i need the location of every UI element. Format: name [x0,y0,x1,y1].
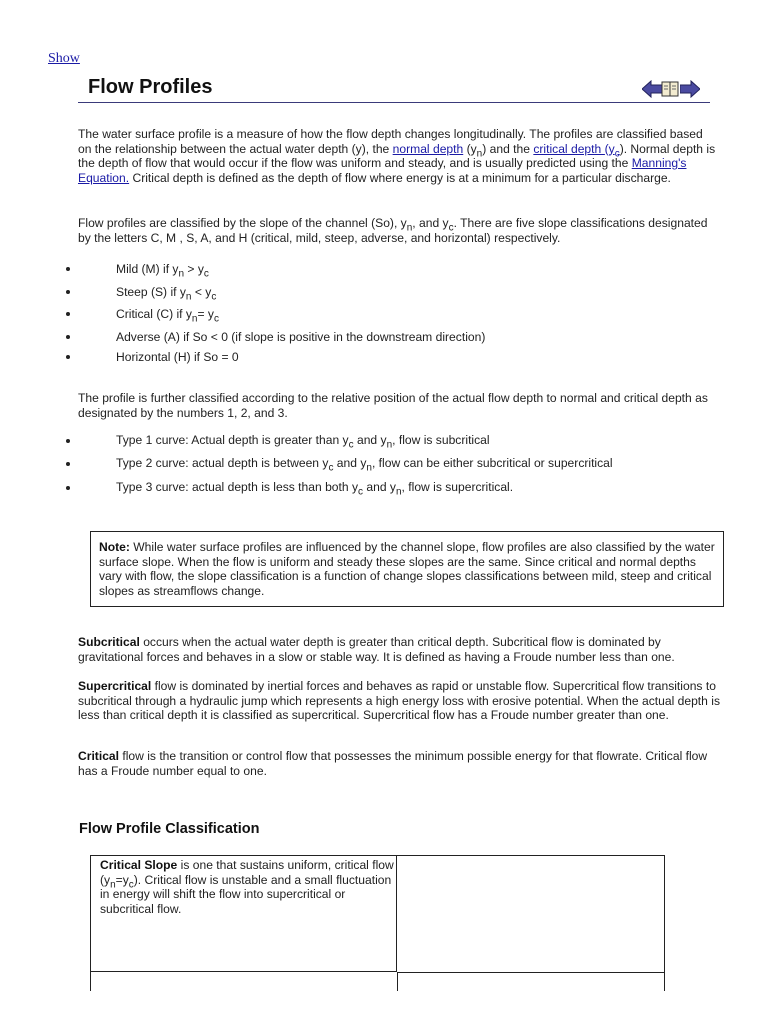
page-title: Flow Profiles [88,76,213,98]
list-item: Steep (S) if $y_n < y_c$ [116,285,217,303]
critical-slope-image-cell [397,856,664,973]
slope-intro-paragraph: Flow profiles are classified by the slope of the channel (So), $y_n$, and $y_c$. There are five slope classifications designated by the letters C, M , S, A, and H (critical, mild, steep, adverse, and horizontal) respectively. [78,216,708,245]
bullet [66,312,70,316]
list-item: Type 1 curve: Actual depth is greater than $y_c$ and $y_n$, flow is subcritical [116,433,490,451]
critical-depth-link[interactable]: critical depth ($y_c$ [533,141,620,159]
bullet [66,462,70,466]
bullet [66,290,70,294]
critical-slope-cell: Critical Slope is one that sustains uniform, critical flow $(y_n=y_c)$. Critical flow is unstable and a small fluctuation in energy will shift the flow into supercritical or subcritical flow. [91,856,397,972]
classification-table [90,855,665,991]
list-item: Mild (M) if $y_n > y_c$ [116,262,209,280]
list-item: Adverse (A) if So < 0 (if slope is positive in the downstream direction) [116,330,486,344]
normal-depth-link[interactable]: normal depth [392,141,464,156]
critical-paragraph: Critical flow is the transition or control flow that possesses the minimum possible energy for that flowrate. Critical flow has a Froude number equal to one. [78,749,708,778]
note-label: Note: [99,540,130,554]
bullet [66,267,70,271]
subcritical-paragraph: Subcritical occurs when the actual water depth is greater than critical depth. Subcritical flow is dominated by gravitational forces and behaves in a slow or stable way. It is defined as having a Froude number less than one. [78,635,675,664]
list-item: Type 3 curve: actual depth is less than both $y_c$ and $y_n$, flow is supercritical. [116,480,514,498]
bullet [66,355,70,359]
intro-paragraph: The water surface profile is a measure of how the flow depth changes longitudinally. The profiles are classified based on the relationship between the actual water depth (y), the normal depth $(y_n)$ and the critical depth $(y_c)$. Normal depth is the depth of flow that would occur if the flow was uniform and steady, and is usually predicted using the Manning's Equation. Critical depth is defined as the depth of flow where energy is at a minimum for a particular discharge. [78,127,716,185]
supercritical-paragraph: Supercritical flow is dominated by inertial forces and behaves as rapid or unstable flow. Supercritical flow transitions to subcritical through a hydraulic jump which represents a high energy loss with erosive potential. When the actual depth is less than critical depth it is classified as supercritical. Supercritical flow has a Froude number greater than one. [78,679,720,722]
list-item: Critical (C) if $y_n= y_c$ [116,307,219,325]
nav-icons [642,80,700,98]
title-bar [78,74,710,103]
list-item: Horizontal (H) if So = 0 [116,350,239,364]
show-link[interactable]: Show [48,51,80,66]
bullet [66,335,70,339]
mannings-equation-link[interactable]: Manning's Equation. [78,156,687,185]
book-icon[interactable] [660,80,680,98]
table-cell [91,972,398,991]
classification-title: Flow Profile Classification [79,821,260,837]
bullet [66,439,70,443]
note-text: While water surface profiles are influenced by the channel slope, flow profiles are also classified by the water surface slope. When the flow is uniform and steady these slopes are the same. Since critical and normal depths vary with flow, the slope classification is a function of change slopes classifications between mild, steep and critical slopes as streamflows change. [99,540,715,598]
profile-intro-paragraph: The profile is further classified according to the relative position of the actual flow depth to normal and critical depth as designated by the numbers 1, 2, and 3. [78,391,708,420]
note-box [90,531,724,607]
back-arrow-icon[interactable] [642,80,662,98]
bullet [66,486,70,490]
list-item: Type 2 curve: actual depth is between $y_c$ and $y_n$, flow can be either subcritical or supercritical [116,456,613,474]
forward-arrow-icon[interactable] [680,80,700,98]
